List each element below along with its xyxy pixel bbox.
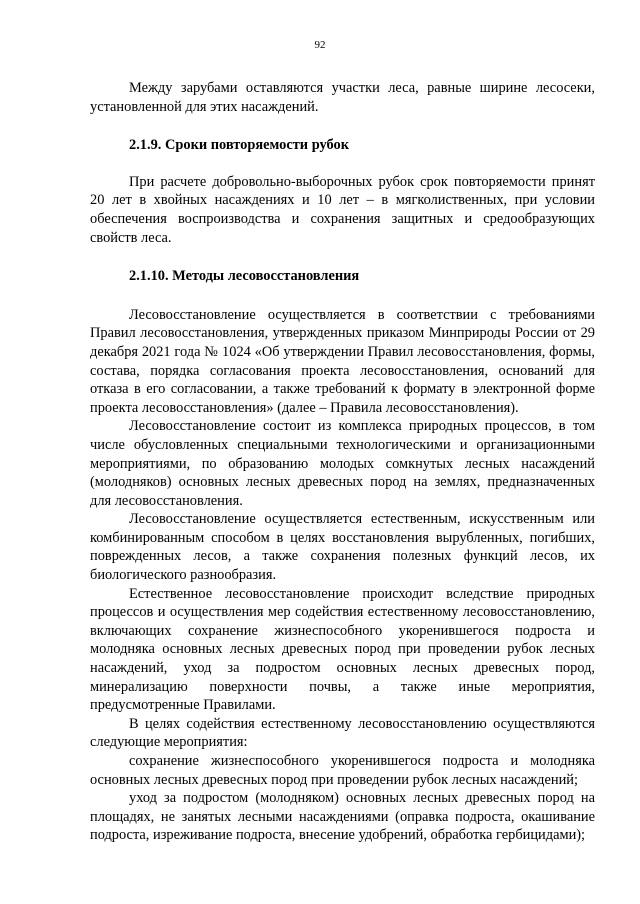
section-heading-reforestation-methods: 2.1.10. Методы лесовосстановления bbox=[129, 268, 360, 285]
paragraph-cutting-strips: Между зарубами оставляются участки леса, равные ширине лесосеки, установленной для этих насаждений. bbox=[90, 80, 595, 115]
spacer bbox=[90, 116, 595, 136]
paragraph-repeat-period: При расчете добровольно-выборочных рубок срок повторяемости принят 20 лет в хвойных насаждениях и 10 лет – в мягколиственных, при условии обеспечения воспроизводства и сохранения защитных и средообразующих свойств леса. bbox=[90, 173, 595, 246]
paragraph-reforestation-complex: Лесовосстановление состоит из комплекса природных процессов, в том числе обусловленных специальными технологическими и организационными мероприятиями, по образованию молодых сомкнутых лесных насаждений (молодняков) основных лесных древесных пород на землях, предназначенных для лесовосстановления. bbox=[90, 418, 595, 509]
paragraph-assistance-measures: В целях содействия естественному лесовосстановлению осуществляются следующие мероприятия: bbox=[90, 715, 595, 751]
spacer bbox=[90, 247, 595, 267]
spacer bbox=[90, 155, 595, 173]
paragraph-natural-reforestation: Естественное лесовосстановление происходит вследствие природных процессов и осуществления мер содействия естественному лесовосстановлению, включающих сохранение жизнеспособного укоренившегося подроста и молодняка основных лесных древесных пород при проведении рубок лесных насаждений, уход за подростом основных лесных древесных пород, минерализацию поверхности почвы, а также иные мероприятия, предусмотренные Правилами. bbox=[90, 585, 595, 714]
list-item-undergrowth-care: уход за подростом (молодняком) основных лесных древесных пород на площадях, не занятых лесными насаждениями (оправка подроста, окашивание подроста, изреживание подроста, внесение удобрений, обработка гербицидами); bbox=[90, 790, 595, 844]
paragraph-reforestation-rules: Лесовосстановление осуществляется в соответствии с требованиями Правил лесовосстановления, утвержденных приказом Минприроды России от 29 декабря 2021 года № 1024 «Об утверждении Правил лесовосстановления, формы, состава, порядка согласования проекта лесовосстановления, оснований для отказа в его согласовании, а также требований к формату в электронной форме проекта лесовосстановления» (далее – Правила лесовосстановления). bbox=[90, 306, 595, 416]
spacer bbox=[90, 286, 595, 306]
list-item-preserve-undergrowth: сохранение жизнеспособного укоренившегося подроста и молодняка основных лесных древесных пород при проведении рубок лесных насаждений; bbox=[90, 753, 595, 788]
section-heading-repeat-periods: 2.1.9. Сроки повторяемости рубок bbox=[129, 137, 350, 154]
paragraph-reforestation-methods: Лесовосстановление осуществляется естественным, искусственным или комбинированным способом в целях восстановления вырубленных, погибших, поврежденных лесов, а также сохранения полезных функций лесов, их биологического разнообразия. bbox=[90, 511, 595, 584]
document-body bbox=[90, 79, 595, 845]
page-number: 92 bbox=[314, 39, 326, 51]
